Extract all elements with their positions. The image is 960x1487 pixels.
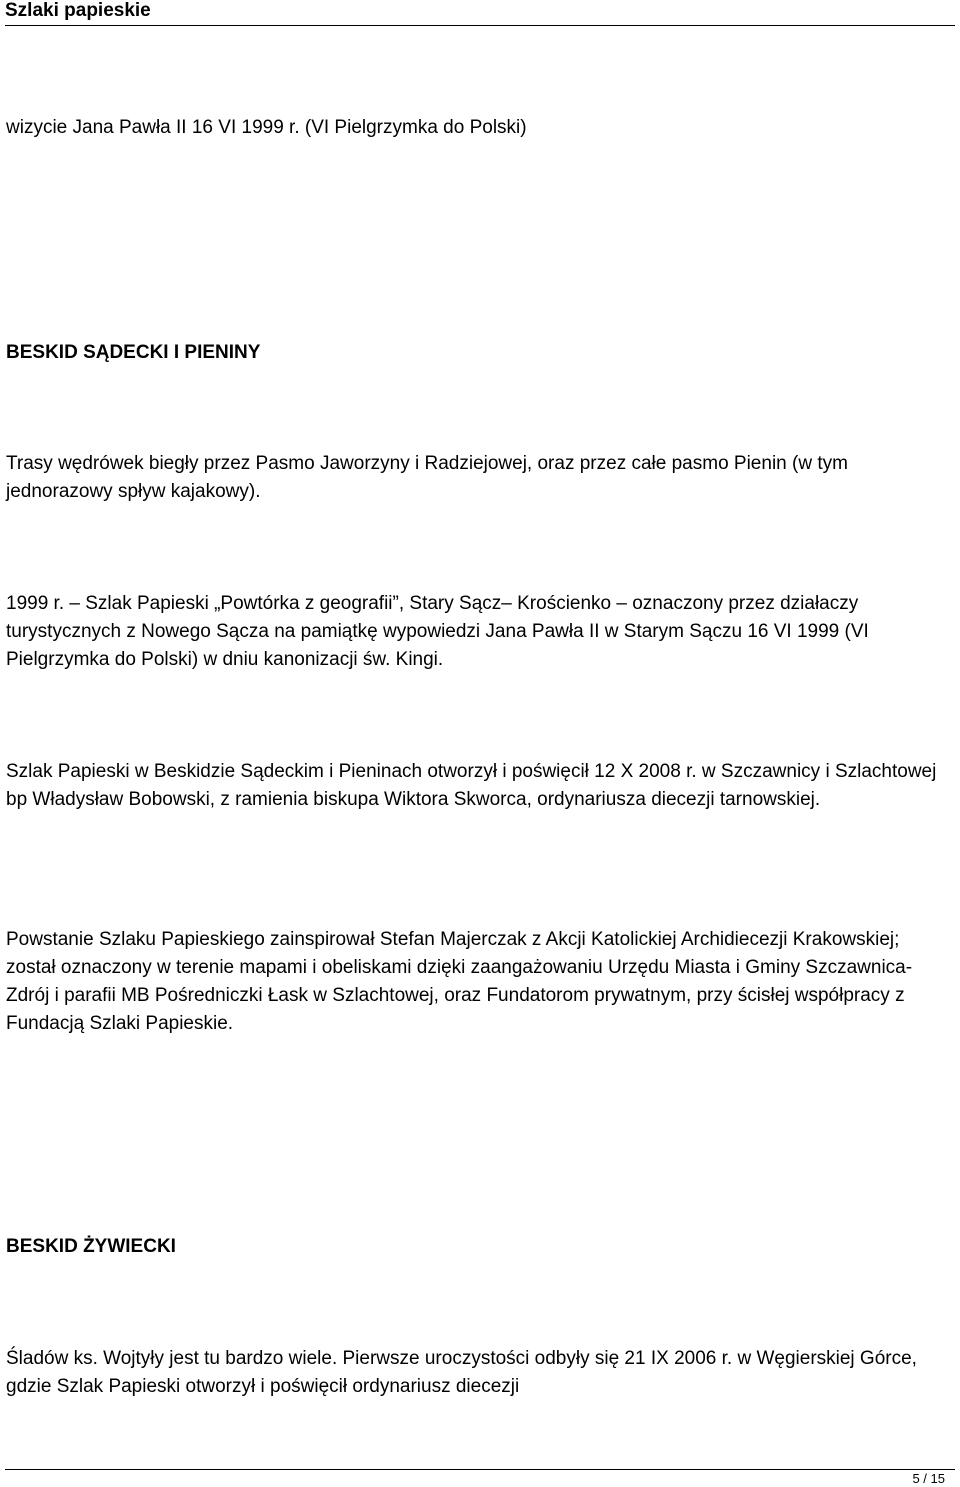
document-title: Szlaki papieskie <box>5 0 151 21</box>
paragraph-trail-opening: Szlak Papieski w Beskidzie Sądeckim i Pieninach otworzył i poświęcił 12 X 2008 r. w Szczawnicy i Szlachtowej bp Władysław Bobowski, z ramienia biskupa Wiktora Skworca, ordynariusza diecezji tarnowskiej. <box>6 761 937 810</box>
footer-divider <box>5 1469 955 1470</box>
paragraph-1999-trail: 1999 r. – Szlak Papieski „Powtórka z geografii”, Stary Sącz– Krościenko – oznaczony przez działaczy turystycznych z Nowego Sącza na pamiątkę wypowiedzi Jana Pawła II w Starym Sączu 16 VI 1999 (VI Pielgrzymka do Polski) w dniu kanonizacji św. Kingi. <box>6 593 869 670</box>
page-header <box>5 0 955 27</box>
page-footer <box>5 1469 955 1487</box>
page-number: 5 / 15 <box>912 1471 945 1486</box>
header-divider <box>5 25 955 26</box>
paragraph-wojtyla-traces: Śladów ks. Wojtyły jest tu bardzo wiele. Pierwsze uroczystości odbyły się 21 IX 2006 r. w Węgierskiej Górce, gdzie Szlak Papieski otworzył i poświęcił ordynariusz diecezji <box>6 1348 917 1397</box>
section-heading-beskid-sadecki: BESKID SĄDECKI I PIENINY <box>6 342 261 363</box>
section-heading-beskid-zywiecki: BESKID ŻYWIECKI <box>6 1236 176 1257</box>
paragraph-visit: wizycie Jana Pawła II 16 VI 1999 r. (VI Pielgrzymka do Polski) <box>6 117 527 138</box>
paragraph-routes: Trasy wędrówek biegły przez Pasmo Jaworzyny i Radziejowej, oraz przez całe pasmo Pienin (w tym jednorazowy spływ kajakowy). <box>6 453 848 502</box>
paragraph-trail-origins: Powstanie Szlaku Papieskiego zainspirował Stefan Majerczak z Akcji Katolickiej Archidiecezji Krakowskiej; został oznaczony w terenie mapami i obeliskami dzięki zaangażowaniu Urzędu Miasta i Gminy Szczawnica-Zdrój i parafii MB Pośredniczki Łask w Szlachtowej, oraz Fundatorom prywatnym, przy ścisłej współpracy z Fundacją Szlaki Papieskie. <box>6 929 913 1034</box>
